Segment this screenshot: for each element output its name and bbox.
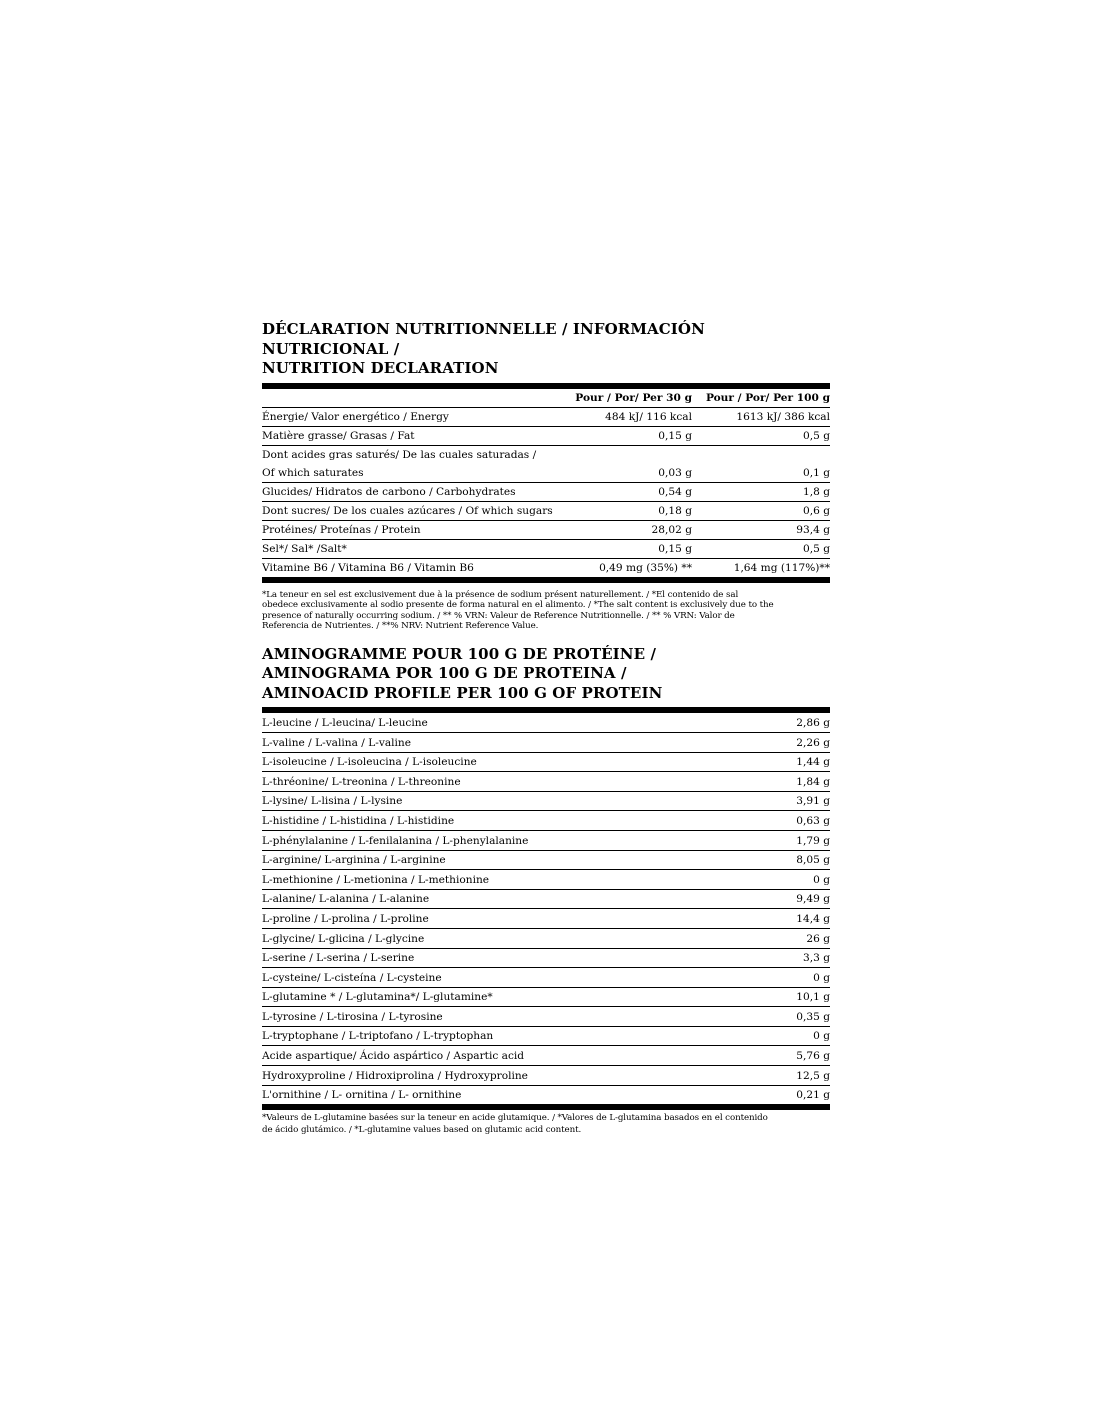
amino-name: L-arginine/ L-arginina / L-arginine — [262, 850, 720, 870]
nutrient-value-30g: 0,03 g — [567, 464, 692, 483]
nutrient-value-100g: 0,5 g — [692, 426, 830, 445]
nutrient-value-100g: 0,5 g — [692, 539, 830, 558]
nutrition-footnote-line-4: Referencia de Nutrientes. / **% NRV: Nutrient Reference Value. — [262, 621, 539, 632]
table-row — [262, 928, 830, 948]
nutrient-value-30g: 28,02 g — [567, 520, 692, 539]
nutrition-row-carbohydrates — [262, 482, 830, 501]
amino-value: 10,1 g — [720, 987, 830, 1007]
table-row — [262, 1046, 830, 1066]
nutrient-name: Énergie/ Valor energético / Energy — [262, 407, 567, 426]
amino-name: L-isoleucine / L-isoleucina / L-isoleucine — [262, 752, 720, 772]
amino-name: L-thréonine/ L-treonina / L-threonine — [262, 772, 720, 792]
amino-section — [262, 645, 830, 1137]
amino-name: L-phénylalanine / L-fenilalanina / L-phenylalanine — [262, 830, 720, 850]
table-row — [262, 909, 830, 929]
amino-value: 1,44 g — [720, 752, 830, 772]
nutrient-value-30g: 0,54 g — [567, 482, 692, 501]
amino-value: 3,91 g — [720, 791, 830, 811]
nutrient-name: Protéines/ Proteínas / Protein — [262, 520, 567, 539]
nutrient-name: Dont acides gras saturés/ De las cuales saturadas / — [262, 448, 537, 461]
amino-value: 0 g — [720, 870, 830, 890]
nutrition-header-30g: Pour / Por/ Per 30 g — [567, 389, 692, 408]
amino-value: 26 g — [720, 928, 830, 948]
nutrition-row-energy — [262, 407, 830, 426]
nutrient-value-100g: 0,1 g — [692, 464, 830, 483]
amino-name: L-serine / L-serina / L-serine — [262, 948, 720, 968]
amino-value: 0,35 g — [720, 1007, 830, 1027]
nutrient-value-100g: 1613 kJ/ 386 kcal — [692, 407, 830, 426]
nutrition-row-sugars — [262, 501, 830, 520]
nutrition-title-line-1: DÉCLARATION NUTRITIONNELLE / INFORMACIÓN NUTRICIONAL / — [262, 320, 705, 358]
table-row — [262, 870, 830, 890]
table-row — [262, 889, 830, 909]
nutrient-name: Glucides/ Hidratos de carbono / Carbohydrates — [262, 482, 567, 501]
nutrient-name: Of which saturates — [262, 464, 567, 483]
amino-value: 5,76 g — [720, 1046, 830, 1066]
nutrient-value-30g — [567, 445, 692, 464]
amino-name: Acide aspartique/ Ácido aspártico / Aspartic acid — [262, 1046, 720, 1066]
amino-name: L-methionine / L-metionina / L-methionine — [262, 870, 720, 890]
amino-table — [262, 713, 830, 1110]
amino-value: 1,84 g — [720, 772, 830, 792]
amino-footnote — [262, 1113, 830, 1136]
nutrition-footnote-line-3: presence of naturally occurring sodium. / ** % VRN: Valeur de Reference Nutritionnelle. / ** % VRN: Valor de — [262, 610, 735, 621]
table-row — [262, 1026, 830, 1046]
amino-value: 0,21 g — [720, 1085, 830, 1107]
nutrient-value-30g: 0,18 g — [567, 501, 692, 520]
amino-value: 12,5 g — [720, 1066, 830, 1086]
amino-value: 9,49 g — [720, 889, 830, 909]
amino-value: 3,3 g — [720, 948, 830, 968]
nutrition-footnote — [262, 590, 830, 632]
amino-name: L-tryptophane / L-triptofano / L-tryptophan — [262, 1026, 720, 1046]
amino-title-line-2: AMINOGRAMA POR 100 G DE PROTEINA / — [262, 664, 627, 683]
amino-title — [262, 645, 830, 704]
amino-name: L-cysteine/ L-cisteína / L-cysteine — [262, 968, 720, 988]
nutrient-name: Dont sucres/ De los cuales azúcares / Of which sugars — [262, 501, 567, 520]
amino-value: 1,79 g — [720, 830, 830, 850]
nutrition-table — [262, 389, 830, 583]
amino-name: L-alanine/ L-alanina / L-alanine — [262, 889, 720, 909]
nutrient-value-100g: 93,4 g — [692, 520, 830, 539]
amino-name: L-proline / L-prolina / L-proline — [262, 909, 720, 929]
nutrient-name: Vitamine B6 / Vitamina B6 / Vitamin B6 — [262, 558, 567, 580]
amino-footnote-line-1: *Valeurs de L-glutamine basées sur la teneur en acide glutamique. / *Valores de L-glutamina basados en el contenido — [262, 1113, 768, 1124]
nutrient-value-100g: 1,64 mg (117%)** — [692, 558, 830, 580]
amino-name: L-lysine/ L-lisina / L-lysine — [262, 791, 720, 811]
nutrition-header-blank — [262, 389, 567, 408]
amino-name: L-glycine/ L-glicina / L-glycine — [262, 928, 720, 948]
amino-value: 0 g — [720, 1026, 830, 1046]
table-row — [262, 1066, 830, 1086]
table-row — [262, 811, 830, 831]
nutrition-title-line-2: NUTRITION DECLARATION — [262, 359, 499, 377]
nutrient-name: Matière grasse/ Grasas / Fat — [262, 426, 567, 445]
nutrition-row-salt — [262, 539, 830, 558]
nutrition-footnote-line-1: *La teneur en sel est exclusivement due à la présence de sodium présent naturellement. / *El contenido de sal — [262, 589, 739, 600]
nutrient-value-30g: 0,49 mg (35%) ** — [567, 558, 692, 580]
amino-value: 14,4 g — [720, 909, 830, 929]
nutrition-row-fat — [262, 426, 830, 445]
amino-value: 2,26 g — [720, 732, 830, 752]
amino-footnote-line-2: de ácido glutámico. / *L-glutamine values based on glutamic acid content. — [262, 1124, 582, 1135]
amino-value: 0,63 g — [720, 811, 830, 831]
nutrition-title — [262, 320, 830, 379]
nutrient-name: Sel*/ Sal* /Salt* — [262, 539, 567, 558]
table-row — [262, 850, 830, 870]
nutrient-value-30g: 484 kJ/ 116 kcal — [567, 407, 692, 426]
amino-value: 2,86 g — [720, 713, 830, 732]
table-row — [262, 732, 830, 752]
amino-value: 0 g — [720, 968, 830, 988]
amino-name: Hydroxyproline / Hidroxiprolina / Hydroxyproline — [262, 1066, 720, 1086]
amino-name: L-glutamine * / L-glutamina*/ L-glutamine* — [262, 987, 720, 1007]
nutrient-value-30g: 0,15 g — [567, 426, 692, 445]
table-row — [262, 1085, 830, 1107]
nutrient-value-100g: 1,8 g — [692, 482, 830, 501]
table-row — [262, 713, 830, 732]
amino-name: L-valine / L-valina / L-valine — [262, 732, 720, 752]
nutrition-label — [262, 320, 830, 1136]
nutrition-header-row — [262, 389, 830, 408]
amino-name: L-leucine / L-leucina/ L-leucine — [262, 713, 720, 732]
amino-name: L-histidine / L-histidina / L-histidine — [262, 811, 720, 831]
nutrient-value-100g — [692, 445, 830, 464]
nutrition-footnote-line-2: obedece exclusivamente al sodio presente de forma natural en el alimento. / *The salt content is exclusively due to the — [262, 600, 774, 611]
table-row — [262, 830, 830, 850]
nutrition-row-saturates-heading — [262, 445, 830, 464]
amino-title-line-3: AMINOACID PROFILE PER 100 G OF PROTEIN — [262, 683, 663, 702]
amino-title-line-1: AMINOGRAMME POUR 100 G DE PROTÉINE / — [262, 644, 657, 663]
nutrient-value-100g: 0,6 g — [692, 501, 830, 520]
table-row — [262, 968, 830, 988]
table-row — [262, 772, 830, 792]
table-row — [262, 1007, 830, 1027]
table-row — [262, 791, 830, 811]
amino-name: L'ornithine / L- ornitina / L- ornithine — [262, 1085, 720, 1107]
table-row — [262, 987, 830, 1007]
table-row — [262, 752, 830, 772]
nutrition-row-saturates — [262, 464, 830, 483]
amino-name: L-tyrosine / L-tirosina / L-tyrosine — [262, 1007, 720, 1027]
nutrition-header-100g: Pour / Por/ Per 100 g — [692, 389, 830, 408]
table-row — [262, 948, 830, 968]
nutrition-row-protein — [262, 520, 830, 539]
nutrition-row-vitamin-b6 — [262, 558, 830, 580]
nutrient-value-30g: 0,15 g — [567, 539, 692, 558]
amino-value: 8,05 g — [720, 850, 830, 870]
